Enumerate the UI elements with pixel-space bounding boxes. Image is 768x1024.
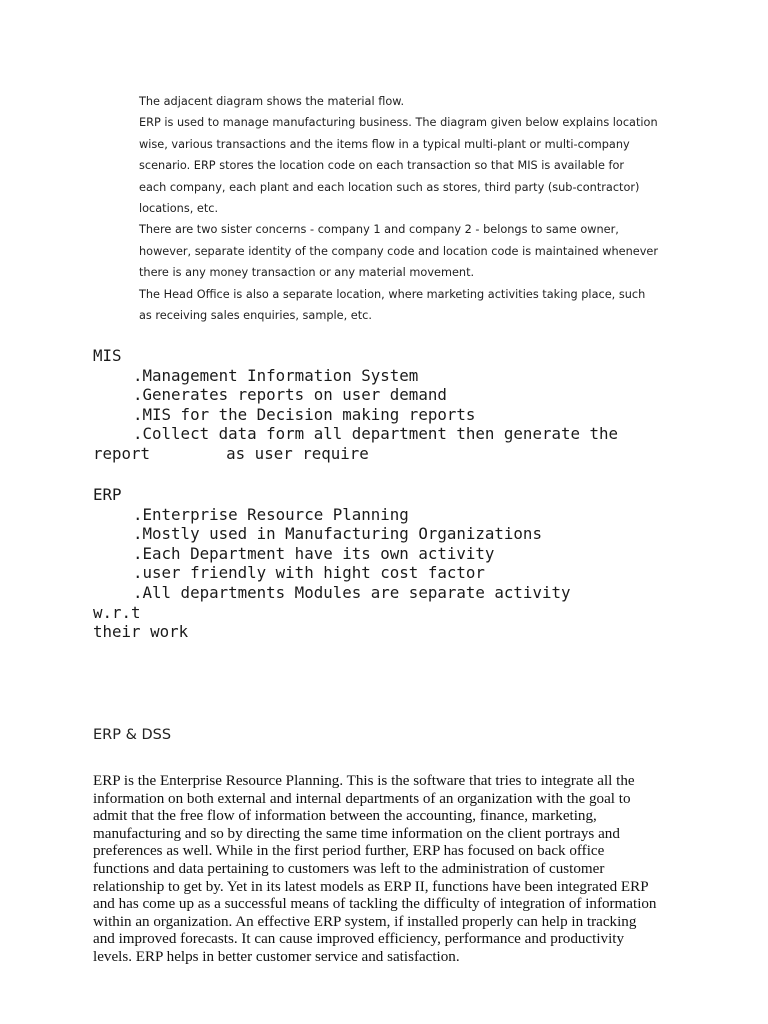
mis-item: .Management Information System: [133, 365, 419, 385]
intro-line: wise, various transactions and the items flow in a typical multi-plant or multi-company: [139, 137, 630, 151]
mis-item: .MIS for the Decision making reports: [133, 404, 476, 424]
intro-line: The adjacent diagram shows the material flow.: [139, 95, 405, 108]
erp-dss-line: preferences as well. While in the first period further, ERP has focused on back office: [93, 843, 605, 860]
erp-dss-line: manufacturing and so by directing the same time information on the client portrays and: [93, 825, 620, 842]
erp-dss-line: functions and data pertaining to customers was left to the administration of customer: [93, 860, 605, 877]
mis-heading: MIS: [93, 346, 122, 365]
intro-line: scenario. ERP stores the location code on each transaction so that MIS is available for: [139, 159, 625, 173]
erp-item: .Mostly used in Manufacturing Organizations: [133, 524, 542, 544]
intro-paragraph: [139, 91, 699, 326]
mis-section: [93, 346, 618, 464]
erp-heading: ERP: [93, 485, 122, 504]
intro-line: each company, each plant and each location such as stores, third party (sub-contractor): [139, 180, 640, 194]
erp-item-continuation: their work: [93, 622, 189, 642]
intro-line: There are two sister concerns - company 1 and company 2 - belongs to same owner,: [139, 223, 619, 237]
erp-item: .All departments Modules are separate activity: [133, 582, 571, 602]
erp-dss-heading: ERP & DSS: [93, 727, 172, 743]
erp-item: .Each Department have its own activity: [133, 543, 495, 563]
mis-item-continuation: report as user require: [93, 443, 369, 463]
intro-line: however, separate identity of the company code and location code is maintained whenever: [139, 244, 659, 258]
erp-section: [93, 485, 570, 642]
erp-dss-line: ERP is the Enterprise Resource Planning. This is the software that tries to integrate all the: [93, 773, 635, 789]
intro-line: ERP is used to manage manufacturing business. The diagram given below explains location: [139, 116, 658, 130]
erp-dss-line: admit that the free flow of information between the accounting, finance, marketing,: [93, 808, 597, 825]
mis-item: .Collect data form all department then generate the: [133, 424, 619, 444]
intro-line: locations, etc.: [139, 202, 219, 216]
intro-line: there is any money transaction or any material movement.: [139, 266, 475, 280]
intro-line: as receiving sales enquiries, sample, etc.: [139, 309, 372, 323]
erp-item: .Enterprise Resource Planning: [133, 504, 409, 524]
erp-dss-paragraph: [93, 773, 657, 967]
mis-item: .Generates reports on user demand: [133, 385, 447, 405]
erp-dss-line: and improved forecasts. It can cause improved efficiency, performance and productivity: [93, 931, 625, 948]
erp-dss-line: and has come up as a successful means of tackling the difficulty of integration of information: [93, 896, 657, 913]
erp-dss-line: levels. ERP helps in better customer service and satisfaction.: [93, 948, 460, 965]
erp-dss-line: information on both external and internal departments of an organization with the goal to: [93, 790, 631, 807]
erp-item-continuation: w.r.t: [93, 602, 141, 622]
erp-dss-line: within an organization. An effective ERP system, if installed properly can help in tracking: [93, 913, 637, 930]
intro-line: The Head Office is also a separate location, where marketing activities taking place, such: [139, 287, 646, 301]
erp-dss-line: relationship to get by. Yet in its latest models as ERP II, functions have been integrated ERP: [93, 878, 649, 895]
erp-item: .user friendly with hight cost factor: [133, 563, 485, 583]
